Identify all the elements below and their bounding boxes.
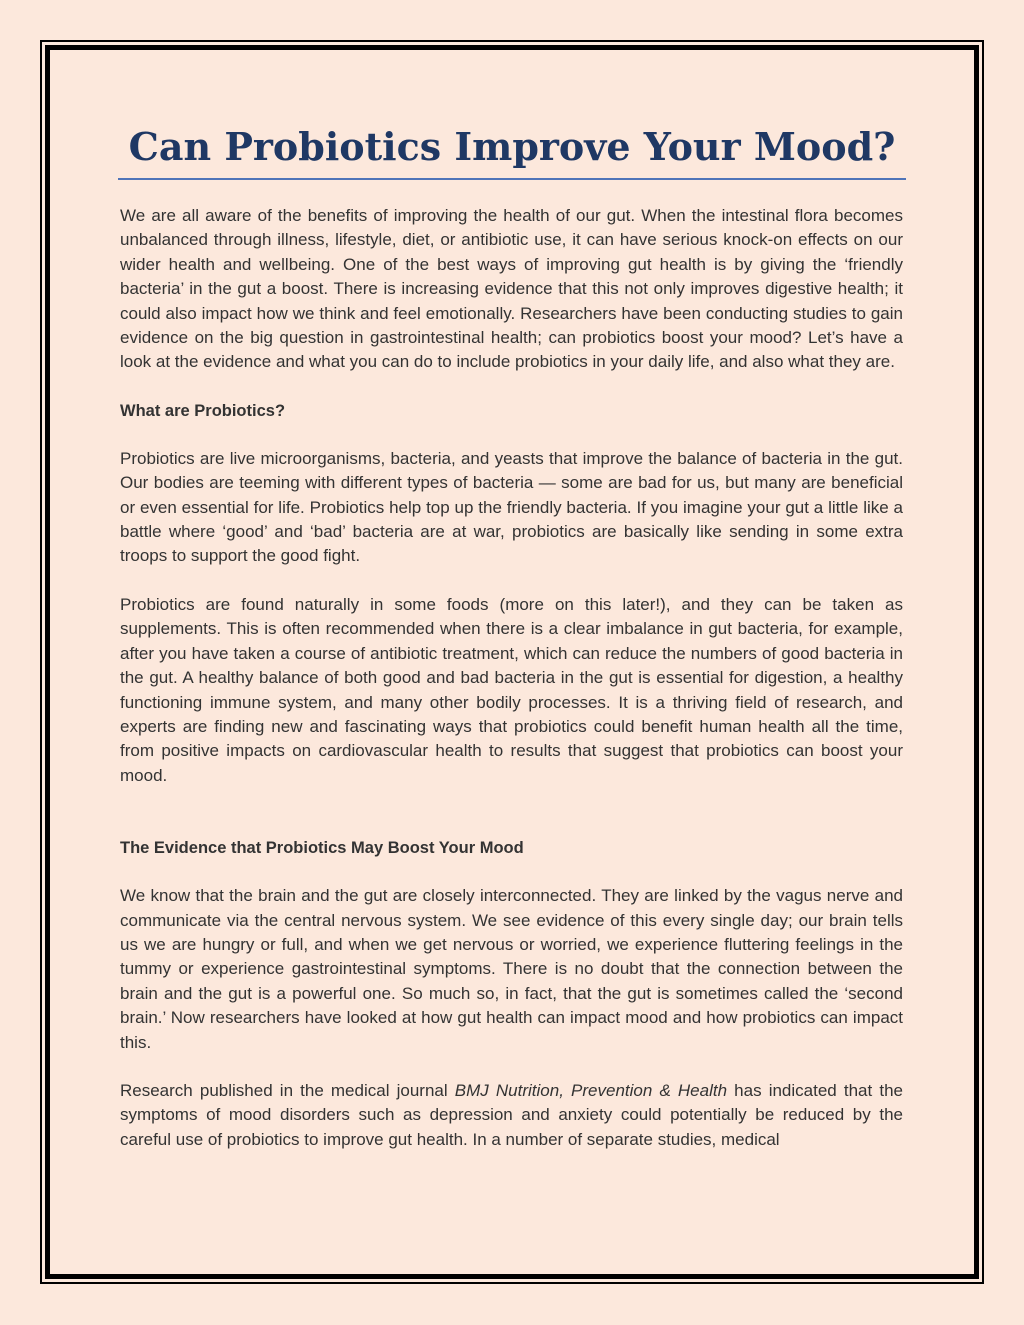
section1-paragraph-2: Probiotics are found naturally in some foods (more on this later!), and they can be taken as supplements. This is often recommended when there is a clear imbalance in gut bacteria, for example, after you have taken a course of antibiotic treatment, which can reduce the numbers of good bacteria in the gut. A healthy balance of both good and bad bacteria in the gut is essential for digestion, a healthy functioning immune system, and many other bodily processes. It is a thriving field of research, and experts are finding new and fascinating ways that probiotics could benefit human health all the time, from positive impacts on cardiovascular health to results that suggest that probiotics can boost your mood. [120, 594, 903, 785]
section2-paragraph-2 [120, 1079, 903, 1152]
title-underline [118, 178, 906, 180]
journal-name: BMJ Nutrition, Prevention & Health [454, 1080, 728, 1100]
paragraph-text: has indicated that the symptoms of mood disorders such as depression and anxiety could potentially be reduced by the careful use of probiotics to improve gut health. In a number of separate studies, medical [120, 1080, 903, 1149]
section2-paragraph-1: We know that the brain and the gut are closely interconnected. They are linked by the vagus nerve and communicate via the central nervous system. We see evidence of this every single day; our brain tells us we are hungry or full, and when we get nervous or worried, we experience fluttering feelings in the tummy or experience gastrointestinal symptoms. There is no doubt that the connection between the brain and the gut is a powerful one. So much so, in fact, that the gut is sometimes called the ‘second brain.’ Now researchers have looked at how gut health can impact mood and how probiotics can impact this. [120, 886, 903, 1052]
paragraph-text: Research published in the medical journal [120, 1080, 455, 1100]
document-body [120, 204, 903, 1152]
section-heading-evidence: The Evidence that Probiotics May Boost Your Mood [120, 839, 524, 858]
section1-paragraph-1: Probiotics are live microorganisms, bacteria, and yeasts that improve the balance of bacteria in the gut. Our bodies are teeming with different types of bacteria — some are bad for us, but many are beneficial or even essential for life. Probiotics help top up the friendly bacteria. If you imagine your gut a little like a battle where ‘good’ and ‘bad’ bacteria are at war, probiotics are basically like sending in some extra troops to support the good fight. [120, 448, 903, 566]
intro-paragraph: We are all aware of the benefits of improving the health of our gut. When the intestinal flora becomes unbalanced through illness, lifestyle, diet, or antibiotic use, it can have serious knock-on effects on our wider health and wellbeing. One of the best ways of improving gut health is by giving the ‘friendly bacteria’ in the gut a boost. There is increasing evidence that this not only improves digestive health; it could also impact how we think and feel emotionally. Researchers have been conducting studies to gain evidence on the big question in gastrointestinal health; can probiotics boost your mood? Let’s have a look at the evidence and what you can do to include probiotics in your daily life, and also what they are. [120, 206, 903, 372]
document-title: Can Probiotics Improve Your Mood? [128, 124, 896, 169]
section-heading-what-are-probiotics: What are Probiotics? [120, 401, 286, 420]
